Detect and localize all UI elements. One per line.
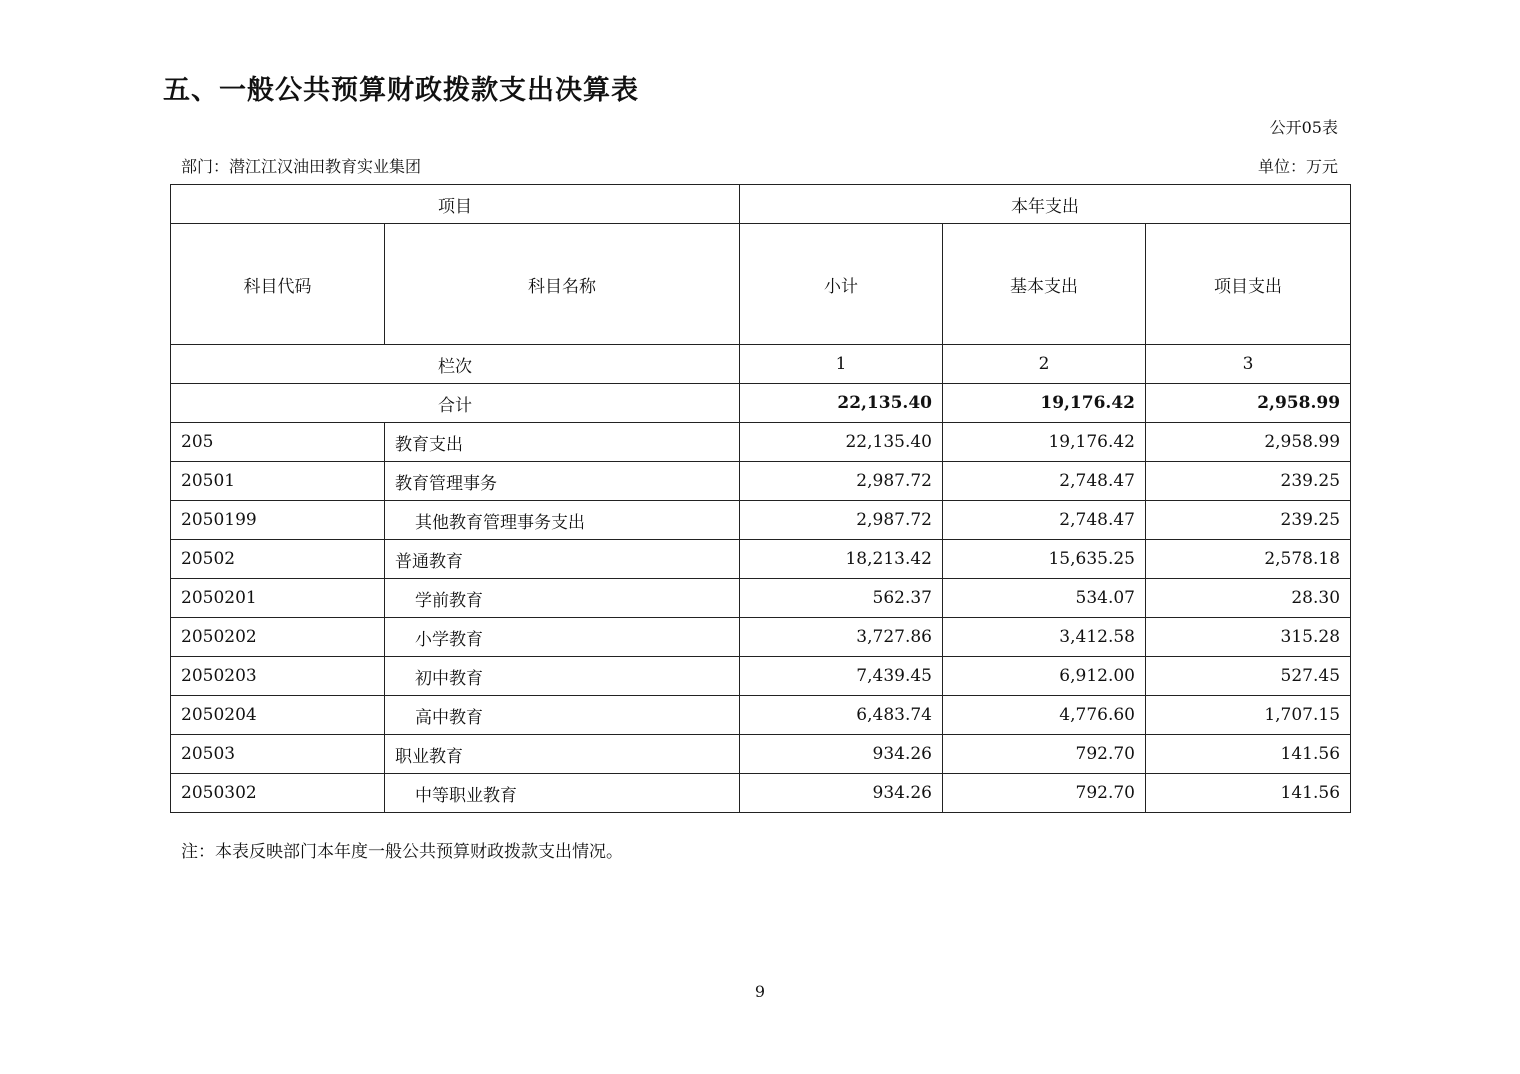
row-project: 527.45	[1146, 657, 1351, 696]
row-name: 其他教育管理事务支出	[385, 501, 740, 540]
page-number: 9	[754, 982, 766, 1001]
row-subtotal: 18,213.42	[740, 540, 943, 579]
table-row	[171, 579, 1351, 618]
total-project: 2,958.99	[1146, 384, 1351, 423]
header-row-2	[171, 224, 1351, 345]
row-basic: 534.07	[943, 579, 1146, 618]
row-subtotal: 934.26	[740, 774, 943, 813]
row-project: 1,707.15	[1146, 696, 1351, 735]
row-subtotal: 22,135.40	[740, 423, 943, 462]
meta-row	[181, 154, 1338, 177]
row-name: 学前教育	[385, 579, 740, 618]
total-basic: 19,176.42	[943, 384, 1146, 423]
unit-label: 单位：万元	[1257, 157, 1338, 176]
header-project-expense: 项目支出	[1146, 224, 1351, 345]
row-code: 2050203	[171, 657, 385, 696]
row-name: 教育支出	[385, 423, 740, 462]
table-row	[171, 501, 1351, 540]
row-project: 239.25	[1146, 501, 1351, 540]
total-row	[171, 384, 1351, 423]
row-code: 20501	[171, 462, 385, 501]
column-order-label: 栏次	[171, 345, 740, 384]
row-subtotal: 2,987.72	[740, 462, 943, 501]
row-basic: 2,748.47	[943, 462, 1146, 501]
row-basic: 15,635.25	[943, 540, 1146, 579]
row-code: 2050201	[171, 579, 385, 618]
table-row	[171, 696, 1351, 735]
row-code: 2050202	[171, 618, 385, 657]
row-project: 141.56	[1146, 774, 1351, 813]
table-row	[171, 618, 1351, 657]
page-title: 五、一般公共预算财政拨款支出决算表	[163, 75, 639, 106]
row-subtotal: 3,727.86	[740, 618, 943, 657]
row-project: 2,578.18	[1146, 540, 1351, 579]
row-name: 普通教育	[385, 540, 740, 579]
row-project: 239.25	[1146, 462, 1351, 501]
row-subtotal: 7,439.45	[740, 657, 943, 696]
row-code: 205	[171, 423, 385, 462]
row-code: 2050302	[171, 774, 385, 813]
department-label: 部门：潜江江汉油田教育实业集团	[181, 157, 422, 176]
expense-table	[170, 184, 1351, 813]
header-subtotal: 小计	[740, 224, 943, 345]
table-row	[171, 540, 1351, 579]
row-basic: 4,776.60	[943, 696, 1146, 735]
column-order-1: 1	[740, 345, 943, 384]
row-name: 高中教育	[385, 696, 740, 735]
table-row	[171, 462, 1351, 501]
total-label: 合计	[171, 384, 740, 423]
table-note: 注：本表反映部门本年度一般公共预算财政拨款支出情况。	[181, 842, 623, 862]
row-basic: 792.70	[943, 735, 1146, 774]
table-row	[171, 735, 1351, 774]
row-name: 教育管理事务	[385, 462, 740, 501]
header-project: 项目	[171, 185, 740, 224]
column-order-2: 2	[943, 345, 1146, 384]
form-number: 公开05表	[1269, 118, 1338, 137]
row-project: 2,958.99	[1146, 423, 1351, 462]
row-basic: 19,176.42	[943, 423, 1146, 462]
row-basic: 792.70	[943, 774, 1146, 813]
row-code: 2050204	[171, 696, 385, 735]
row-subtotal: 562.37	[740, 579, 943, 618]
header-basic: 基本支出	[943, 224, 1146, 345]
row-subtotal: 6,483.74	[740, 696, 943, 735]
column-order-row	[171, 345, 1351, 384]
row-code: 20503	[171, 735, 385, 774]
row-subtotal: 934.26	[740, 735, 943, 774]
row-code: 2050199	[171, 501, 385, 540]
table-row	[171, 423, 1351, 462]
column-order-3: 3	[1146, 345, 1351, 384]
row-project: 141.56	[1146, 735, 1351, 774]
row-project: 28.30	[1146, 579, 1351, 618]
row-name: 小学教育	[385, 618, 740, 657]
header-current-year-expense: 本年支出	[740, 185, 1351, 224]
table-row	[171, 774, 1351, 813]
row-basic: 6,912.00	[943, 657, 1146, 696]
table-row	[171, 657, 1351, 696]
header-name: 科目名称	[385, 224, 740, 345]
row-name: 初中教育	[385, 657, 740, 696]
row-name: 职业教育	[385, 735, 740, 774]
row-code: 20502	[171, 540, 385, 579]
row-name: 中等职业教育	[385, 774, 740, 813]
header-row-1	[171, 185, 1351, 224]
row-basic: 2,748.47	[943, 501, 1146, 540]
row-project: 315.28	[1146, 618, 1351, 657]
row-basic: 3,412.58	[943, 618, 1146, 657]
total-subtotal: 22,135.40	[740, 384, 943, 423]
row-subtotal: 2,987.72	[740, 501, 943, 540]
header-code: 科目代码	[171, 224, 385, 345]
